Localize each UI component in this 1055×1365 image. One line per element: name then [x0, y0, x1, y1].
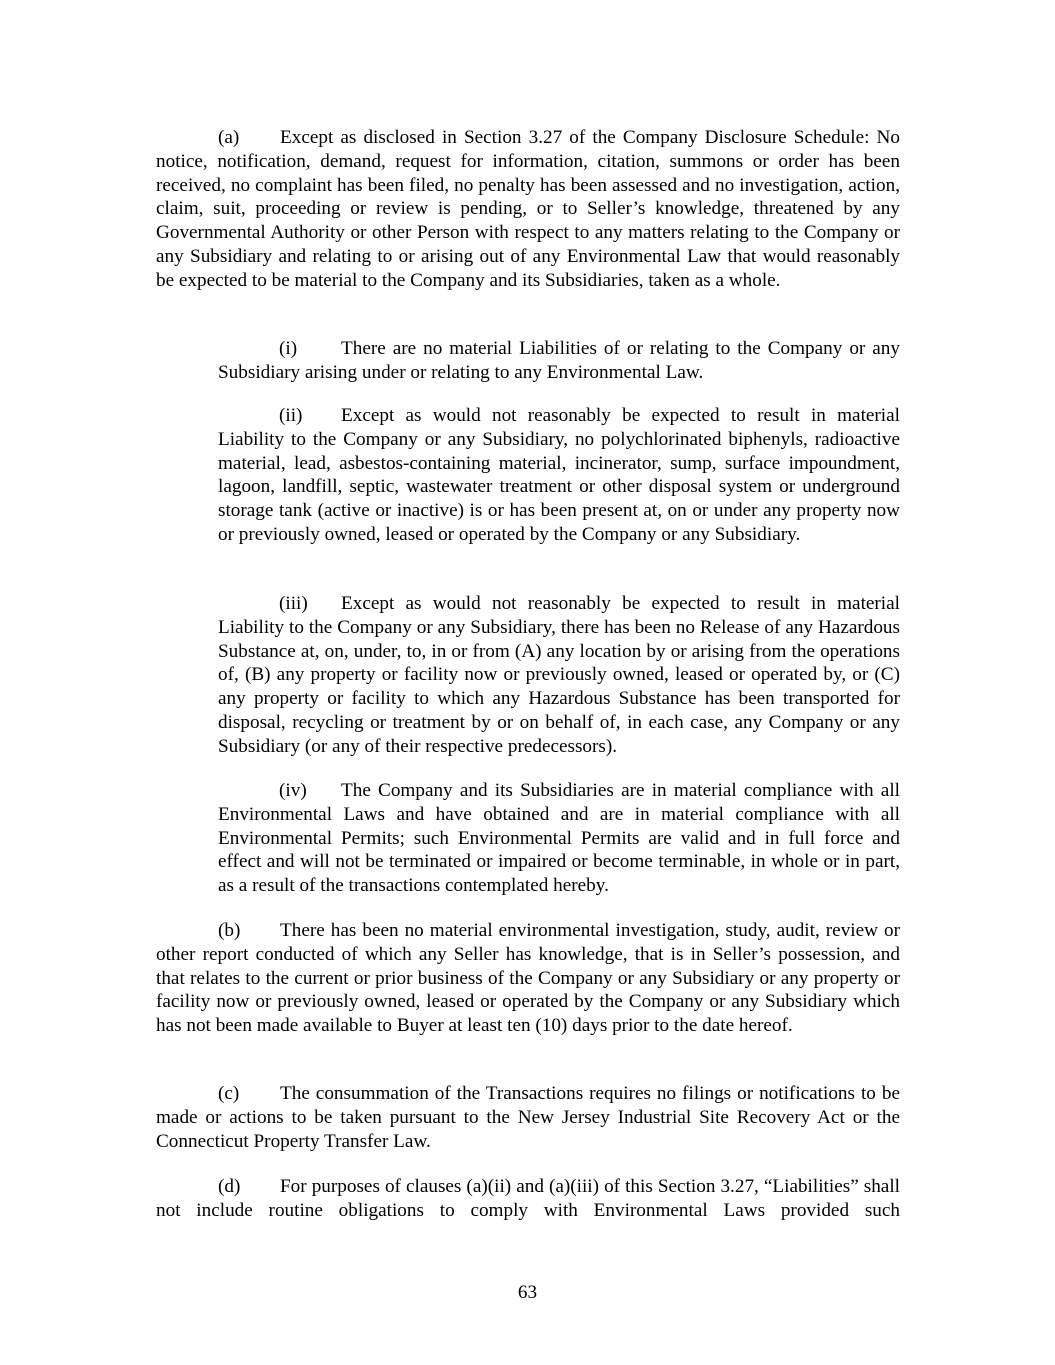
paragraph-a-iv	[218, 779, 900, 898]
paragraph-label: (c)	[218, 1083, 240, 1104]
paragraph-text: There has been no material environmental investigation, study, audit, review or other report conducted of which any Seller has knowledge, that is in Seller’s possession, and that relates to the current or prior business of the Company or any Subsidiary or any property or facility now or previously owned, leased or operated by the Company or any Subsidiary which has not been made available to Buyer at least ten (10) days prior to the date hereof.	[156, 920, 900, 1037]
paragraph-label: (i)	[279, 338, 298, 359]
paragraph-a	[156, 126, 900, 293]
paragraph-text: For purposes of clauses (a)(ii) and (a)(iii) of this Section 3.27, “Liabilities” shall not include routine obligations to comply with Environmental Laws provided such	[156, 1176, 900, 1221]
paragraph-label: (iii)	[279, 593, 308, 614]
paragraph-label: (a)	[218, 127, 240, 148]
paragraph-label: (b)	[218, 920, 241, 941]
paragraph-text: The Company and its Subsidiaries are in material compliance with all Environmental Laws and have obtained and are in material compliance with all Environmental Permits; such Environmental Permits are valid and in full force and effect and will not be terminated or impaired or become terminable, in whole or in part, as a result of the transactions contemplated hereby.	[218, 780, 900, 897]
paragraph-d	[156, 1175, 900, 1223]
paragraph-text: Except as would not reasonably be expected to result in material Liability to the Company or any Subsidiary, no polychlorinated biphenyls, radioactive material, lead, asbestos-containing material, incinerator, sump, surface impoundment, lagoon, landfill, septic, wastewater treatment or other disposal system or underground storage tank (active or inactive) is or has been present at, on or under any property now or previously owned, leased or operated by the Company or any Subsidiary.	[218, 405, 900, 545]
paragraph-label: (ii)	[279, 405, 303, 426]
paragraph-text: Except as disclosed in Section 3.27 of the Company Disclosure Schedule: No notice, notification, demand, request for information, citation, summons or order has been received, no complaint has been filed, no penalty has been assessed and no investigation, action, claim, suit, proceeding or review is pending, or to Seller’s knowledge, threatened by any Governmental Authority or other Person with respect to any matters relating to the Company or any Subsidiary and relating to or arising out of any Environmental Law that would reasonably be expected to be material to the Company and its Subsidiaries, taken as a whole.	[156, 127, 900, 291]
paragraph-label: (d)	[218, 1176, 241, 1197]
paragraph-b	[156, 919, 900, 1038]
paragraph-text: There are no material Liabilities of or relating to the Company or any Subsidiary arising under or relating to any Environmental Law.	[218, 338, 900, 383]
paragraph-a-i	[218, 337, 900, 385]
page-number: 63	[517, 1282, 538, 1303]
paragraph-c	[156, 1082, 900, 1153]
paragraph-a-iii	[218, 592, 900, 759]
paragraph-text: The consummation of the Transactions requires no filings or notifications to be made or actions to be taken pursuant to the New Jersey Industrial Site Recovery Act or the Connecticut Property Transfer Law.	[156, 1083, 900, 1152]
paragraph-a-ii	[218, 404, 900, 547]
paragraph-label: (iv)	[279, 780, 307, 801]
paragraph-text: Except as would not reasonably be expected to result in material Liability to the Company or any Subsidiary, there has been no Release of any Hazardous Substance at, on, under, to, in or from (A) any location by or arising from the operations of, (B) any property or facility now or previously owned, leased or operated by, or (C) any property or facility to which any Hazardous Substance has been transported for disposal, recycling or treatment by or on behalf of, in each case, any Company or any Subsidiary (or any of their respective predecessors).	[218, 593, 900, 757]
